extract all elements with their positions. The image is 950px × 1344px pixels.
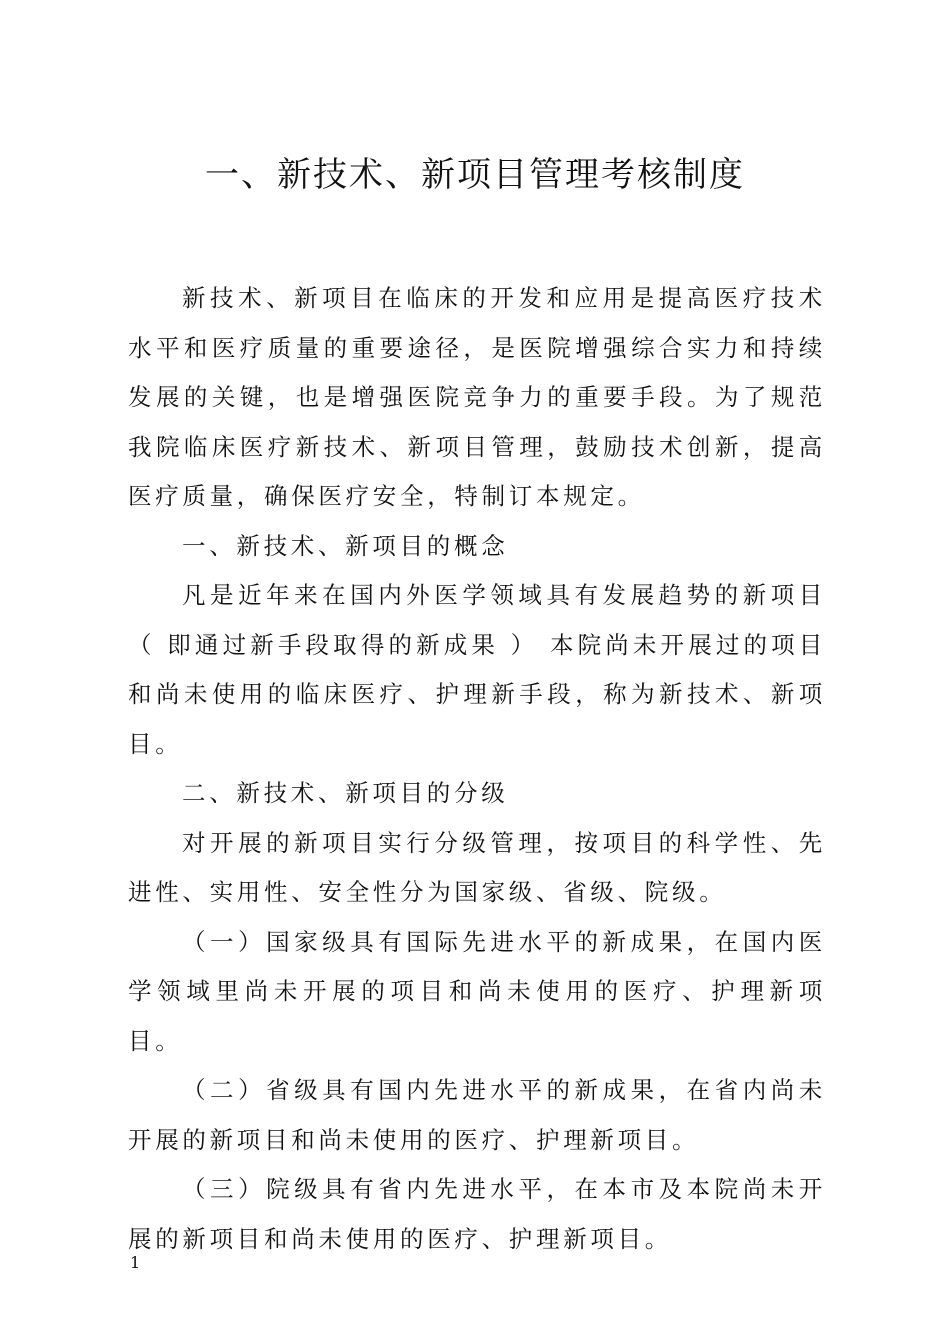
concept-paragraph: 凡是近年来在国内外医学领域具有发展趋势的新项目（ 即通过新手段取得的新成果 ） 本院尚未开展过的项目和尚未使用的临床医疗、护理新手段，称为新技术、新项目。 xyxy=(128,581,826,758)
section-heading-grading: 二、新技术、新项目的分级 xyxy=(182,779,509,807)
section-heading-concept: 一、新技术、新项目的概念 xyxy=(182,531,509,560)
intro-paragraph: 新技术、新项目在临床的开发和应用是提高医疗技术水平和医疗质量的重要途径，是医院增强综合实力和持续发展的关键，也是增强医院竞争力的重要手段。为了规范我院临床医疗新技术、新项目管理，鼓励技术创新，提高医疗质量，确保医疗安全，特制订本规定。 xyxy=(128,284,826,510)
national-level-paragraph: （一）国家级具有国际先进水平的新成果，在国内医学领域里尚未开展的项目和尚未使用的医疗、护理新项目。 xyxy=(128,927,826,1055)
grading-paragraph: 对开展的新项目实行分级管理，按项目的科学性、先进性、实用性、安全性分为国家级、省级、院级。 xyxy=(128,828,826,906)
hospital-level-paragraph: （三）院级具有省内先进水平，在本市及本院尚未开展的新项目和尚未使用的医疗、护理新项目。 xyxy=(128,1175,826,1253)
document-title: 一、新技术、新项目管理考核制度 xyxy=(205,155,745,195)
provincial-level-paragraph: （二）省级具有国内先进水平的新成果，在省内尚未开展的新项目和尚未使用的医疗、护理新项目。 xyxy=(128,1076,826,1154)
page-number: 1 xyxy=(130,1253,141,1272)
document-body xyxy=(128,274,826,1264)
